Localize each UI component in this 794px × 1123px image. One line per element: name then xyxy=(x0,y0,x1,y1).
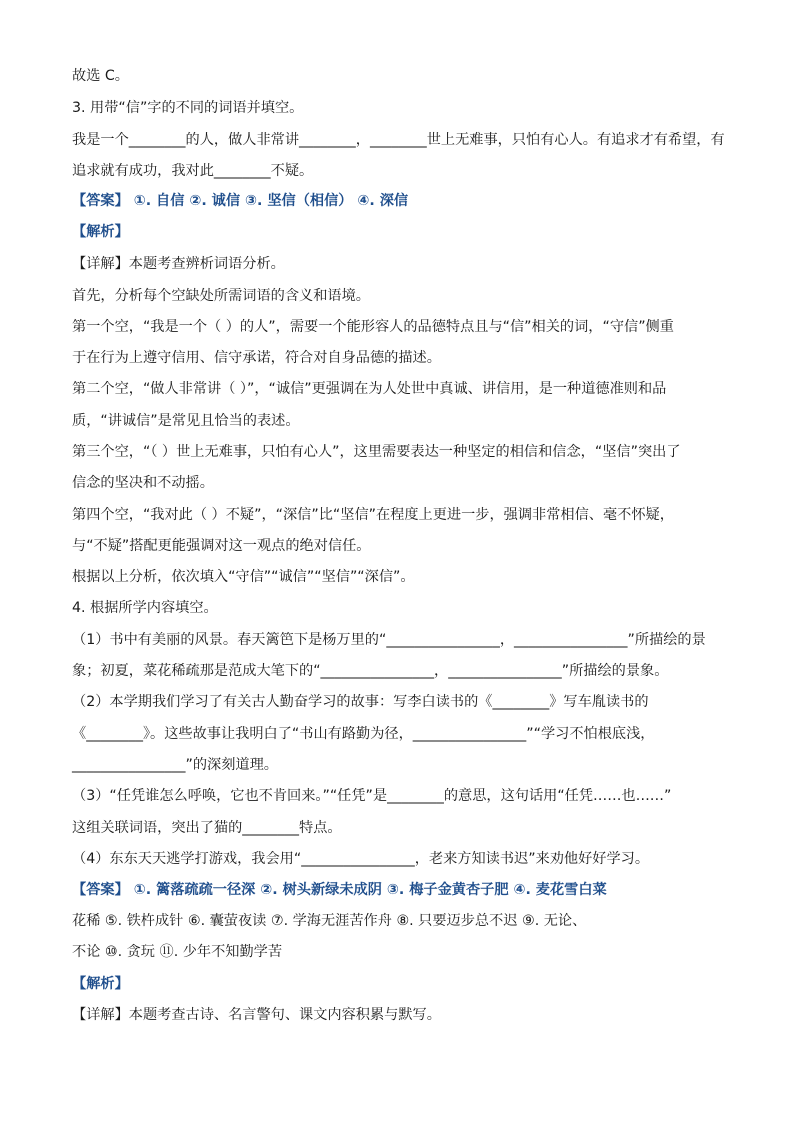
text-line: 第三个空，“（ ）世上无难事，只怕有心人”，这里需要表达一种坚定的相信和信念，“坚信”突出了 xyxy=(72,444,681,460)
text-line: 于在行为上遵守信用、信守承诺，符合对自身品德的描述。 xyxy=(72,350,441,366)
text-line: （1）书中有美丽的风景。春天篱笆下是杨万里的“________________，________________”所描绘的景 xyxy=(72,632,706,648)
question-heading: 4. 根据所学内容填空。 xyxy=(72,600,218,616)
text-line: （4）东东天天逃学打游戏，我会用“________________，老来方知读书迟”来劝他好好学习。 xyxy=(72,851,650,867)
answer-line: 【答案】 ①. 篱落疏疏一径深 ②. 树头新绿未成阴 ③. 梅子金黄杏子肥 ④. 麦花雪白菜 xyxy=(72,882,607,898)
text-line: 我是一个________的人，做人非常讲________，________世上无难事，只怕有心人。有追求才有希望，有 xyxy=(72,132,725,148)
text-line: 信念的坚决和不动摇。 xyxy=(72,475,214,491)
text-line: 与“不疑”搭配更能强调对这一观点的绝对信任。 xyxy=(72,538,371,554)
text-line: 首先，分析每个空缺处所需词语的含义和语境。 xyxy=(72,288,370,304)
question-heading: 3. 用带“信”字的不同的词语并填空。 xyxy=(72,100,304,116)
text-line: 故选 C。 xyxy=(72,68,129,84)
analysis-label: 【解析】 xyxy=(72,224,129,240)
detail-line: 【详解】本题考查古诗、名言警句、课文内容积累与默写。 xyxy=(72,1007,441,1023)
text-line: 追求就有成功，我对此________不疑。 xyxy=(72,163,314,179)
answer-continuation: 不论 ⑩. 贪玩 ⑪. 少年不知勤学苦 xyxy=(72,944,283,960)
answer-line: 【答案】 ①. 自信 ②. 诚信 ③. 坚信（相信） ④. 深信 xyxy=(72,193,409,209)
text-line: ________________”的深刻道理。 xyxy=(72,757,278,773)
text-line: （2）本学期我们学习了有关古人勤奋学习的故事：写李白读书的《________》写车胤读书的 xyxy=(72,694,649,710)
answer-continuation: 花稀 ⑤. 铁杵成针 ⑥. 囊萤夜读 ⑦. 学海无涯苦作舟 ⑧. 只要迈步总不迟 ⑨. 无论、 xyxy=(72,913,587,929)
text-line: 第二个空，“做人非常讲（ ）”，“诚信”更强调在为人处世中真诚、讲信用，是一种道德准则和品 xyxy=(72,381,667,397)
analysis-label: 【解析】 xyxy=(72,976,129,992)
text-line: 象；初夏，菜花稀疏那是范成大笔下的“________________，________________”所描绘的景象。 xyxy=(72,663,669,679)
text-line: 第四个空，“我对此（ ）不疑”，“深信”比“坚信”在程度上更进一步，强调非常相信、毫不怀疑， xyxy=(72,507,674,523)
text-line: 这组关联词语，突出了猫的________特点。 xyxy=(72,820,342,836)
detail-line: 【详解】本题考查辨析词语分析。 xyxy=(72,256,285,272)
text-line: 根据以上分析，依次填入“守信”“诚信”“坚信”“深信”。 xyxy=(72,569,415,585)
text-line: 第一个空，“我是一个（ ）的人”，需要一个能形容人的品德特点且与“信”相关的词，“守信”侧重 xyxy=(72,319,674,335)
text-line: 质，“讲诚信”是常见且恰当的表述。 xyxy=(72,413,300,429)
text-line: 《________》。这些故事让我明白了“书山有路勤为径，________________”“学习不怕根底浅， xyxy=(72,726,655,742)
text-line: （3）“任凭谁怎么呼唤，它也不肯回来。”“任凭”是________的意思，这句话用“任凭……也……” xyxy=(72,788,672,804)
